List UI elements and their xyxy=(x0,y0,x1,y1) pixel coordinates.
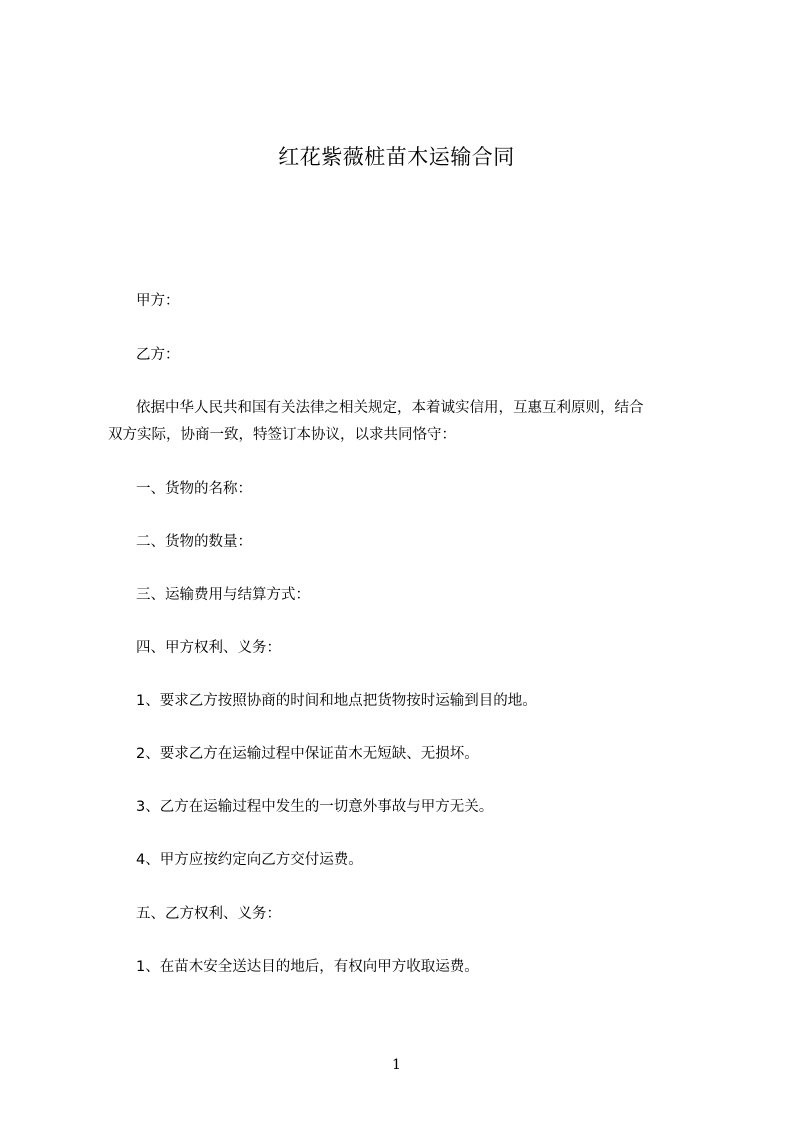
preamble-line-2: 双方实际，协商一致，特签订本协议，以求共同恪守： xyxy=(108,427,456,443)
preamble-line-1: 依据中华人民共和国有关法律之相关规定，本着诚实信用，互惠互利原则，结合 xyxy=(136,400,644,416)
section-goods-quantity: 二、货物的数量： xyxy=(136,534,252,550)
party-a-line: 甲方： xyxy=(136,293,180,309)
party-a-clause-1: 1、要求乙方按照协商的时间和地点把货物按时运输到目的地。 xyxy=(136,693,537,709)
page-number: 1 xyxy=(392,1057,401,1073)
section-party-a-rights: 四、甲方权利、义务： xyxy=(136,640,281,656)
party-b-clause-1: 1、在苗木安全送达目的地后，有权向甲方收取运费。 xyxy=(136,959,479,975)
section-freight-settlement: 三、运输费用与结算方式： xyxy=(136,587,310,603)
preamble-paragraph xyxy=(108,395,701,449)
party-a-clause-2: 2、要求乙方在运输过程中保证苗木无短缺、无损坏。 xyxy=(136,746,479,762)
party-a-clause-4: 4、甲方应按约定向乙方交付运费。 xyxy=(136,852,363,868)
section-party-b-rights: 五、乙方权利、义务： xyxy=(136,906,281,922)
section-goods-name: 一、货物的名称： xyxy=(136,481,252,497)
party-a-clause-3: 3、乙方在运输过程中发生的一切意外事故与甲方无关。 xyxy=(136,799,494,815)
document-title: 红花紫薇桩苗木运输合同 xyxy=(278,145,515,169)
party-b-line: 乙方： xyxy=(136,347,180,363)
